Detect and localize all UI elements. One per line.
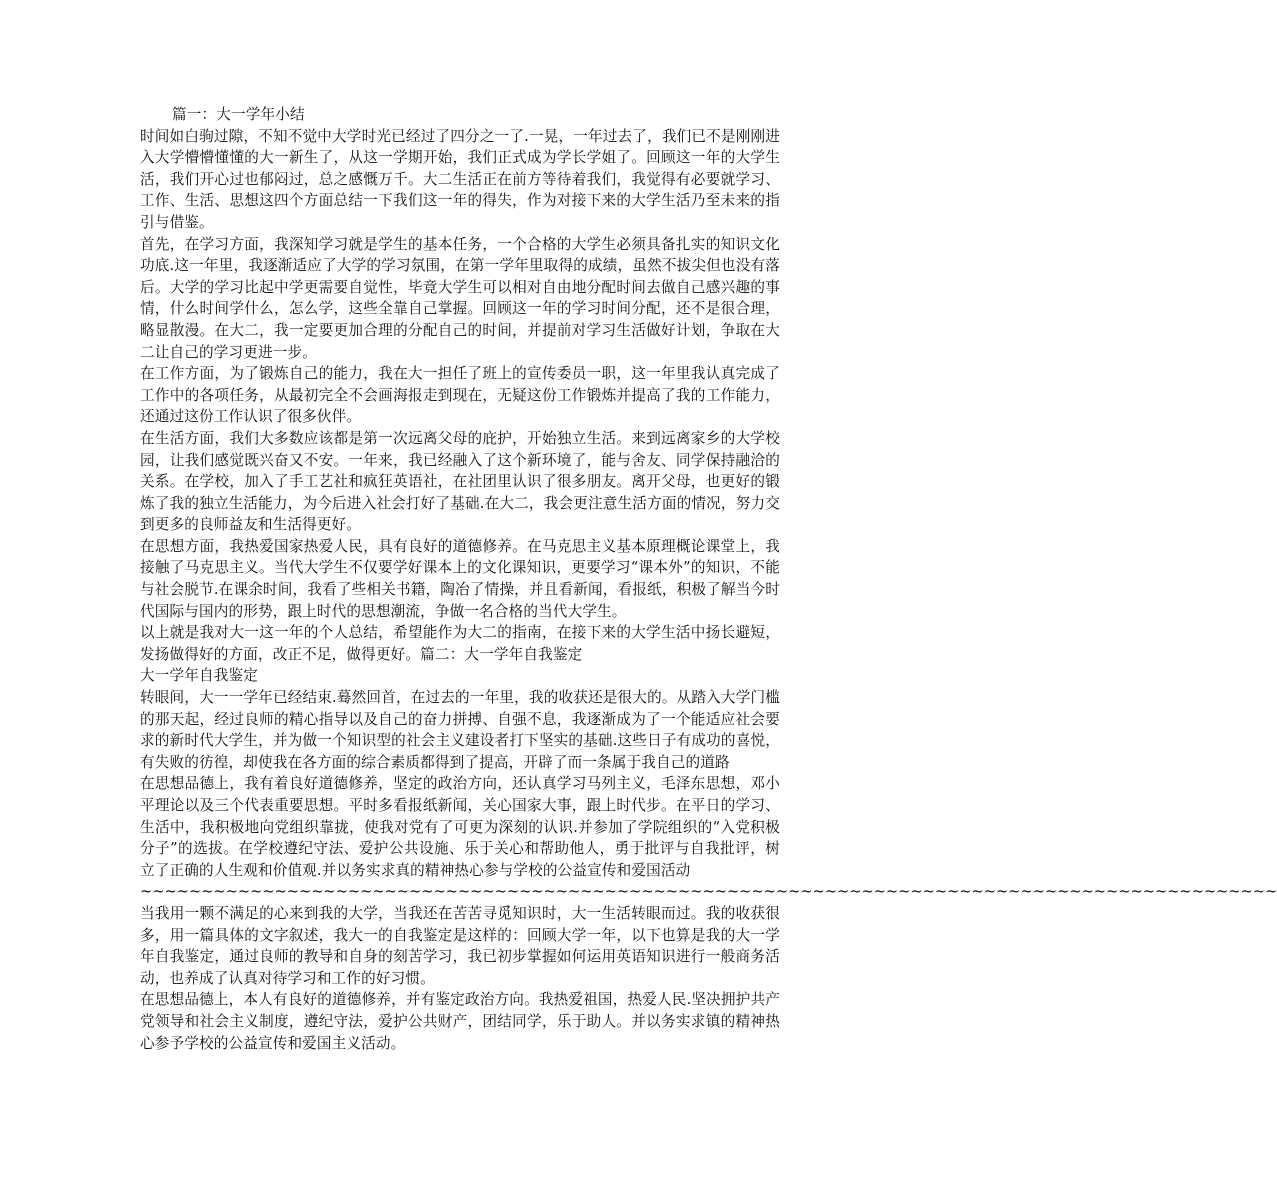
document-body — [140, 104, 1277, 1054]
paragraph-work: 在工作方面，为了锻炼自己的能力，我在大一担任了班上的宣传委员一职，这一年里我认真完成了工作中的各项任务，从最初完全不会画海报走到现在，无疑这份工作锻炼并提高了我的工作能力，还通过这份工作认识了很多伙伴。 — [140, 365, 780, 426]
paragraph-summary: 当我用一颗不满足的心来到我的大学，当我还在苦苦寻觅知识时，大一生活转眼而过。我的收获很多，用一篇具体的文字叙述，我大一的自我鉴定是这样的：回顾大学一年，以下也算是我的大一学年自我鉴定，通过良师的教导和自身的刻苦学习，我已初步掌握如何运用英语知识进行一般商务活动，也养成了认真对待学习和工作的好习惯。 — [140, 904, 780, 987]
paragraph-life: 在生活方面，我们大多数应该都是第一次远离父母的庇护，开始独立生活。来到远离家乡的大学校园，让我们感觉既兴奋又不安。一年来，我已经融入了这个新环境了，能与舍友、同学保持融洽的关系。在学校，加入了手工艺社和疯狂英语社，在社团里认识了很多朋友。离开父母，也更好的锻炼了我的独立生活能力，为今后进入社会打好了基础.在大二，我会更注意生活方面的情况，努力交到更多的良师益友和生活得更好。 — [140, 429, 780, 534]
paragraph-conclusion: 以上就是我对大一这一年的个人总结，希望能作为大二的指南，在接下来的大学生活中扬长避短，发扬做得好的方面，改正不足，做得更好。篇二：大一学年自我鉴定 — [140, 624, 780, 663]
paragraph-intro: 时间如白驹过隙，不知不觉中大学时光已经过了四分之一了.一晃，一年过去了，我们已不是刚刚进入大学懵懵懂懂的大一新生了，从这一学期开始，我们正式成为学长学姐了。回顾这一年的大学生活，我们开心过也郁闷过，总之感慨万千。大二生活正在前方等待着我们，我觉得有必要就学习、工作、生活、思想这四个方面总结一下我们这一年的得失，作为对接下来的大学生活乃至未来的指引与借鉴。 — [140, 127, 780, 231]
paragraph-thought: 在思想方面，我热爱国家热爱人民，具有良好的道德修养。在马克思主义基本原理概论课堂上，我接触了马克思主义。当代大学生不仅要学好课本上的文化课知识，更要学习“课本外”的知识，不能与社会脱节.在课余时间，我看了些相关书籍，陶冶了情操，并且看新闻，看报纸，积极了解当今时代国际与国内的形势，跟上时代的思想潮流，争做一名合格的当代大学生。 — [140, 537, 780, 620]
paragraph-moral-2: 在思想品德上，本人有良好的道德修养，并有鉴定政治方向。我热爱祖国，热爱人民.坚决拥护共产党领导和社会主义制度，遵纪守法，爱护公共财产，团结同学，乐于助人。并以务实求镇的精神热心参予学校的公益宣传和爱国主义活动。 — [140, 991, 780, 1052]
paragraph-moral: 在思想品德上，我有着良好道德修养，坚定的政治方向，还认真学习马列主义，毛泽东思想，邓小平理论以及三个代表重要思想。平时多看报纸新闻，关心国家大事，跟上时代步。在平日的学习、生活中，我积极地向党组织靠拢，使我对党有了可更为深刻的认识.并参加了学院组织的“入党积极分子”的选拔。在学校遵纪守法、爱护公共设施、乐于关心和帮助他人，勇于批评与自我批评，树立了正确的人生观和价值观.并以务实求真的精神热心参与学校的公益宣传和爱国活动 — [140, 775, 780, 879]
paragraph-study: 首先，在学习方面，我深知学习就是学生的基本任务，一个合格的大学生必须具备扎实的知识文化功底.这一年里，我逐渐适应了大学的学习氛围，在第一学年里取得的成绩，虽然不拔尖但也没有落后。大学的学习比起中学更需要自觉性，毕竟大学生可以相对自由地分配时间去做自己感兴趣的事情，什么时间学什么，怎么学，这些全靠自己掌握。回顾这一年的学习时间分配，还不是很合理，略显散漫。在大二，我一定要更加合理的分配自己的时间，并提前对学习生活做好计划，争取在大二让自己的学习更进一步。 — [140, 235, 780, 361]
section-heading: 大一学年自我鉴定 — [140, 667, 258, 685]
document-heading: 篇一：大一学年小结 — [172, 106, 305, 123]
wave-separator: ~~~~~~~~~~~~~~~~~~~~~~~~~~~~~~~~~~~~~~~~~~~~~~~~~~~~~~~~~~~~~~~~~~~~~~~~~~~~~~~~~~~~~~~~~~~~~ — [140, 883, 1277, 901]
paragraph-self-review: 转眼间，大一一学年已经结束.蓦然回首，在过去的一年里，我的收获还是很大的。从踏入大学门槛的那天起，经过良师的精心指导以及自己的奋力拼搏、自强不息，我逐渐成为了一个能适应社会要求的新时代大学生，并为做一个知识型的社会主义建设者打下坚实的基础.这些日子有成功的喜悦，有失败的彷徨，却使我在各方面的综合素质都得到了提高，开辟了而一条属于我自己的道路 — [140, 689, 780, 771]
